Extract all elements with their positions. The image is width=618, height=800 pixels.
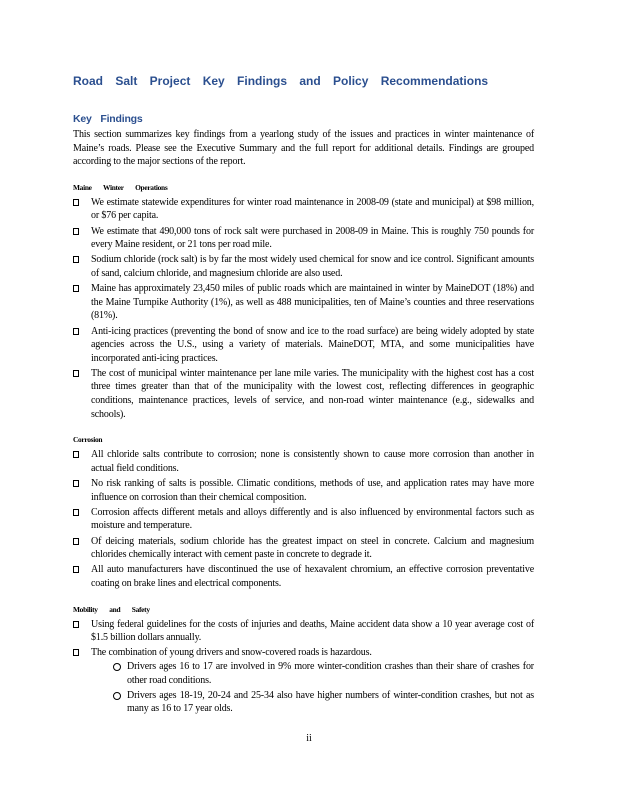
list-item [73, 618, 534, 645]
list-item [73, 253, 534, 280]
list-item-text: Using federal guidelines for the costs of injuries and deaths, Maine accident data show a 10 year average cost of $1.5 billion dollars annually. [91, 618, 534, 644]
list-item-text: Of deicing materials, sodium chloride has the greatest impact on steel in concrete. Calcium and magnesium chlorides chemically interact with cement paste in concrete to degrade it. [91, 535, 534, 561]
circle-bullet-icon [113, 663, 121, 671]
list-item [73, 225, 534, 252]
sub-list-item [113, 689, 534, 716]
square-bullet-icon [73, 328, 79, 335]
list-item-text: We estimate statewide expenditures for winter road maintenance in 2008-09 (state and municipal) at $98 million, or $76 per capita. [91, 196, 534, 222]
square-bullet-icon [73, 285, 79, 292]
sub-list-item-text: Drivers ages 16 to 17 are involved in 9% more winter-condition crashes than their share of crashes for other road conditions. [127, 660, 534, 686]
bullet-list [73, 448, 534, 590]
sub-bullet-list [91, 660, 534, 716]
list-item [73, 506, 534, 533]
square-bullet-icon [73, 509, 79, 516]
key-findings-heading: Key Findings [73, 113, 143, 125]
list-item-text: No risk ranking of salts is possible. Climatic conditions, methods of use, and application rates may have more influence on corrosion than their chemical composition. [91, 478, 534, 503]
circle-bullet-icon [113, 692, 121, 700]
list-item [73, 477, 534, 504]
square-bullet-icon [73, 621, 79, 628]
list-item-text: Sodium chloride (rock salt) is by far the most widely used chemical for snow and ice control. Significant amounts of sand, calcium chloride, and magnesium chloride are also used. [91, 254, 534, 279]
list-item [73, 646, 534, 716]
square-bullet-icon [73, 538, 79, 545]
document-title: Road Salt Project Key Findings and Policy Recommendations [73, 74, 489, 88]
sub-list-item [113, 660, 534, 687]
square-bullet-icon [73, 649, 79, 656]
list-item-text: All auto manufacturers have discontinued the use of hexavalent chromium, an effective corrosion preventative coating on brake lines and electrical components. [91, 564, 534, 589]
list-item-text: The combination of young drivers and snow-covered roads is hazardous. [91, 647, 372, 659]
key-findings-intro: This section summarizes key findings from a yearlong study of the issues and practices in winter maintenance of Maine’s roads. Please see the Executive Summary and the full report for additional details. Findings are grouped according to the major sections of the report. [73, 129, 534, 168]
square-bullet-icon [73, 370, 79, 377]
section-heading: Mobility and Safety [73, 604, 150, 614]
section-heading: Maine Winter Operations [73, 182, 168, 192]
square-bullet-icon [73, 256, 79, 263]
list-item-text: The cost of municipal winter maintenance per lane mile varies. The municipality with the highest cost has a cost three times greater than that of the municipality with the lowest cost, reflecting differences in geographic conditions, maintenance practices, levels of service, and non-road winter maintenance (e.g., sidewalks and schools). [91, 367, 534, 420]
list-item-text: We estimate that 490,000 tons of rock salt were purchased in 2008-09 in Maine. This is roughly 750 pounds for every Maine resident, or 21 tons per road mile. [91, 225, 534, 251]
list-item [73, 282, 534, 323]
list-item-text: Anti-icing practices (preventing the bond of snow and ice to the road surface) are being widely adopted by state agencies across the U.S., using a variety of materials. MaineDOT, MTA, and some municipalities have incorporated anti-icing practices. [91, 325, 534, 364]
bullet-list [73, 196, 534, 421]
section-corrosion [73, 435, 534, 590]
section-maine-winter-operations [73, 183, 534, 421]
square-bullet-icon [73, 199, 79, 206]
section-heading: Corrosion [73, 435, 103, 445]
square-bullet-icon [73, 480, 79, 487]
sub-list-item-text: Drivers ages 18-19, 20-24 and 25-34 also have higher numbers of winter-condition crashes, but not as many as 16 to 17 year olds. [127, 689, 534, 715]
page-number: ii [306, 733, 312, 744]
bullet-list [73, 618, 534, 716]
square-bullet-icon [73, 228, 79, 235]
list-item-text: Maine has approximately 23,450 miles of public roads which are maintained in winter by MaineDOT (18%) and the Maine Turnpike Authority (1%), as well as 488 municipalities, ten of Maine’s counties and three reservations (81%). [91, 283, 534, 322]
list-item-text: All chloride salts contribute to corrosion; none is consistently shown to cause more corrosion than another in actual field conditions. [91, 449, 534, 474]
square-bullet-icon [73, 451, 79, 458]
document-body [73, 113, 534, 718]
list-item-text: Corrosion affects different metals and alloys differently and is also influenced by environmental factors such as moisture and temperature. [91, 506, 534, 532]
square-bullet-icon [73, 566, 79, 573]
list-item [73, 367, 534, 421]
list-item [73, 563, 534, 590]
list-item [73, 535, 534, 562]
list-item [73, 448, 534, 475]
list-item [73, 325, 534, 366]
section-mobility-and-safety [73, 605, 534, 716]
list-item [73, 196, 534, 223]
